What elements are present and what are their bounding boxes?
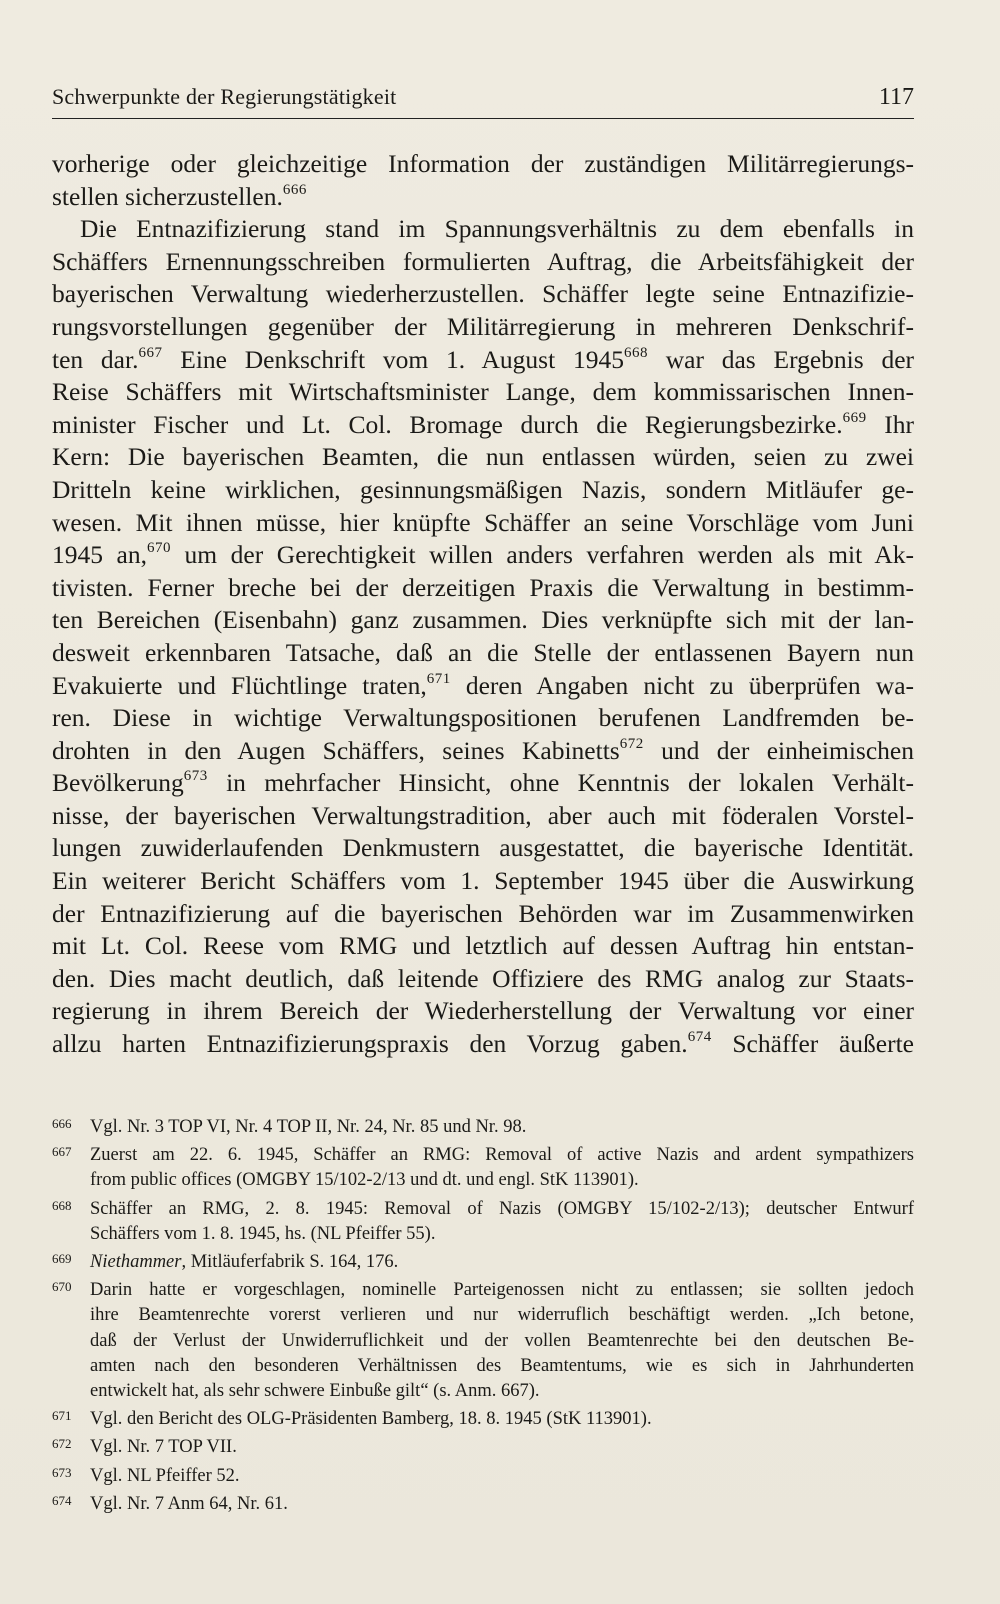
- text-run: desweit erkennbaren Tatsache, daß an die Stelle der entlassenen Bayern nun: [52, 637, 914, 667]
- footnote-line: [90, 1115, 914, 1140]
- footnote: [52, 1492, 914, 1517]
- footnote-number: 669: [52, 1251, 72, 1267]
- footnote-text: [90, 1492, 914, 1517]
- footnote-ref[interactable]: 670: [147, 540, 171, 557]
- text-run: Evakuierte und Flüchtlinge traten,: [52, 670, 427, 700]
- text-run: der Entnazifizierung auf die bayerischen Behörden war im Zusammenwirken: [52, 898, 914, 928]
- text-run: Vgl. Nr. 3 TOP VI, Nr. 4 TOP II, Nr. 24, Nr. 85 und Nr. 98.: [90, 1117, 527, 1137]
- body-line: [52, 865, 914, 898]
- text-run: Kern: Die bayerischen Beamten, die nun entlassen würden, seien zu zwei: [52, 442, 914, 472]
- body-line: [52, 637, 914, 670]
- text-run: Ein weiterer Bericht Schäffers vom 1. September 1945 über die Auswirkung: [52, 866, 914, 896]
- footnote-number: 667: [52, 1144, 72, 1160]
- text-run: 1945 an,: [52, 540, 147, 570]
- text-run: Vgl. Nr. 7 TOP VII.: [90, 1437, 237, 1458]
- body-line: [52, 898, 914, 931]
- text-run: den. Dies macht deutlich, daß leitende Offiziere des RMG analog zur Staats-: [52, 963, 914, 993]
- text-run: Schäffer äußerte: [711, 1029, 914, 1059]
- text-run: Vgl. NL Pfeiffer 52.: [90, 1465, 240, 1486]
- text-run: deren Angaben nicht zu überprüfen wa-: [450, 670, 914, 700]
- text-run: Bevölkerung: [52, 768, 184, 798]
- text-run: vorherige oder gleichzeitige Information der zuständigen Militärregierungs-: [52, 149, 914, 178]
- text-run: Darin hatte er vorgeschlagen, nominelle Parteigenossen nicht zu entlassen; sie sollten jedoch: [90, 1280, 914, 1301]
- footnote-ref[interactable]: 674: [687, 1029, 712, 1046]
- footnote: [52, 1115, 914, 1140]
- body-line: [52, 474, 914, 507]
- footnote-number: 666: [52, 1116, 72, 1131]
- body-line: [52, 441, 914, 474]
- text-run: minister Fischer und Lt. Col. Bromage durch die Regierungsbezirke.: [52, 409, 843, 439]
- footnote-number: 674: [52, 1492, 72, 1508]
- body-line: [52, 376, 914, 409]
- footnote-line: [90, 1329, 914, 1354]
- text-run: Schäffers vom 1. 8. 1945, hs. (NL Pfeiffer 55).: [90, 1223, 436, 1244]
- footnote-line: [90, 1379, 914, 1404]
- footnote-text: [90, 1250, 914, 1275]
- text-run: um der Gerechtigkeit willen anders verfahren werden als mit Ak-: [171, 540, 914, 570]
- body-line: [52, 767, 914, 800]
- footnote-line: [90, 1407, 914, 1432]
- body-line: [52, 181, 914, 214]
- body-line: [52, 735, 914, 768]
- running-title: Schwerpunkte der Regierungstätigkeit: [52, 84, 397, 109]
- body-line: [52, 409, 914, 442]
- body-line: [52, 604, 914, 637]
- text-run: ren. Diese in wichtige Verwaltungspositionen berufenen Landfremden be-: [52, 703, 914, 733]
- footnote-ref[interactable]: 667: [138, 344, 163, 361]
- text-run: mit Lt. Col. Reese vom RMG und letztlich auf dessen Auftrag hin entstan-: [52, 931, 914, 961]
- footnote-text: [90, 1407, 914, 1432]
- body-line: [52, 148, 914, 181]
- body-line: [52, 670, 914, 703]
- body-line: [52, 246, 914, 279]
- body-line: [52, 995, 914, 1028]
- body-line: [52, 344, 914, 377]
- footnote-line: [90, 1143, 914, 1168]
- text-run: und der einheimischen: [643, 735, 914, 765]
- text-run: regierung in ihrem Bereich der Wiederherstellung der Verwaltung vor einer: [52, 996, 914, 1026]
- text-run: daß der Verlust der Unwiderruflichkeit und der vollen Beamtenrechte bei den deutschen Be-: [90, 1330, 914, 1351]
- text-run: allzu harten Entnazifizierungspraxis den Vorzug gaben.: [52, 1029, 688, 1059]
- text-run: , Mitläuferfabrik S. 164, 176.: [181, 1252, 399, 1273]
- body-line: [52, 311, 914, 344]
- text-run: lungen zuwiderlaufenden Denkmustern ausgestattet, die bayerische Identität.: [52, 833, 914, 863]
- footnote-text: [90, 1115, 914, 1140]
- text-run: Eine Denkschrift vom 1. August 1945: [162, 344, 624, 374]
- footnote-number: 671: [52, 1408, 72, 1424]
- text-run: stellen sicherzustellen.: [52, 181, 283, 211]
- text-run: Dritteln keine wirklichen, gesinnungsmäßigen Nazis, sondern Mitläufer ge-: [52, 474, 914, 504]
- text-run: Zuerst am 22. 6. 1945, Schäffer an RMG: Removal of active Nazis and ardent sympathizers: [90, 1145, 914, 1166]
- running-header: [52, 84, 914, 111]
- body-line: [52, 278, 914, 311]
- footnote-ref[interactable]: 668: [623, 344, 648, 361]
- footnote-text: [90, 1464, 914, 1489]
- footnote-line: [90, 1303, 914, 1328]
- text-run: amten nach den besonderen Verhältnissen des Beamtentums, wie es sich in Jahrhunderten: [90, 1355, 914, 1376]
- body-line: [52, 832, 914, 865]
- footnote-line: [90, 1222, 914, 1247]
- text-run: ten dar.: [52, 344, 139, 374]
- footnote-number: 672: [52, 1436, 72, 1452]
- footnote-text: [90, 1435, 914, 1460]
- footnote: [52, 1278, 914, 1404]
- text-run: nisse, der bayerischen Verwaltungstradition, aber auch mit föderalen Vorstel-: [52, 800, 914, 830]
- text-run: in mehrfacher Hinsicht, ohne Kenntnis der lokalen Verhält-: [207, 768, 914, 798]
- footnote-number: 670: [52, 1279, 72, 1295]
- page-number: 117: [878, 84, 914, 110]
- text-run: Die Entnazifizierung stand im Spannungsverhältnis zu dem ebenfalls in: [80, 214, 914, 244]
- header-rule: [52, 118, 914, 119]
- text-run: Niethammer: [90, 1252, 182, 1273]
- text-run: rungsvorstellungen gegenüber der Militärregierung in mehreren Denkschrif-: [52, 311, 914, 341]
- footnote-line: [90, 1354, 914, 1379]
- footnote: [52, 1435, 914, 1460]
- text-run: wesen. Mit ihnen müsse, hier knüpfte Schäffer an seine Vorschläge vom Juni: [52, 507, 914, 537]
- footnote-ref[interactable]: 673: [183, 768, 208, 785]
- body-line: [52, 963, 914, 996]
- footnote: [52, 1407, 914, 1432]
- text-run: Vgl. Nr. 7 Anm 64, Nr. 61.: [90, 1493, 288, 1514]
- footnote-number: 673: [52, 1464, 72, 1480]
- footnote-line: [90, 1278, 914, 1303]
- text-run: Ihr: [866, 409, 914, 439]
- footnote-line: [90, 1250, 914, 1275]
- body-line: [52, 507, 914, 540]
- footnote-line: [90, 1197, 914, 1222]
- footnote-line: [90, 1464, 914, 1489]
- body-line: [52, 213, 914, 246]
- body-line: [52, 572, 914, 605]
- body-line: [52, 930, 914, 963]
- text-run: bayerischen Verwaltung wiederherzustellen. Schäffer legte seine Entnazifizie-: [52, 279, 914, 309]
- body-line: [52, 539, 914, 572]
- footnote-line: [90, 1435, 914, 1460]
- body-text: [52, 148, 914, 1061]
- footnote-ref[interactable]: 672: [619, 735, 644, 752]
- footnote: [52, 1197, 914, 1247]
- footnote: [52, 1250, 914, 1275]
- footnote-text: [90, 1197, 914, 1247]
- text-run: Schäffer an RMG, 2. 8. 1945: Removal of Nazis (OMGBY 15/102-2/13); deutscher Entwurf: [90, 1198, 914, 1219]
- footnote-ref[interactable]: 671: [426, 670, 451, 687]
- footnote: [52, 1143, 914, 1193]
- footnote-line: [90, 1168, 914, 1193]
- text-run: tivisten. Ferner breche bei der derzeitigen Praxis die Verwaltung in bestimm-: [52, 572, 914, 602]
- text-run: Reise Schäffers mit Wirtschaftsminister Lange, dem kommissarischen Innen-: [52, 377, 914, 407]
- body-line: [52, 702, 914, 735]
- text-run: entwickelt hat, als sehr schwere Einbuße gilt“ (s. Anm. 667).: [90, 1381, 540, 1402]
- text-run: war das Ergebnis der: [647, 344, 915, 374]
- text-run: from public offices (OMGBY 15/102-2/13 und dt. und engl. StK 113901).: [90, 1170, 639, 1191]
- text-run: drohten in den Augen Schäffers, seines Kabinetts: [52, 735, 620, 765]
- footnote-ref[interactable]: 666: [282, 181, 307, 198]
- footnote-number: 668: [52, 1197, 72, 1213]
- body-line: [52, 1028, 914, 1061]
- text-run: Vgl. den Bericht des OLG-Präsidenten Bamberg, 18. 8. 1945 (StK 113901).: [90, 1409, 652, 1430]
- footnote-text: [90, 1278, 914, 1404]
- text-run: ihre Beamtenrechte vorerst verlieren und nur widerruflich beschäftigt werden. „Ich betone,: [90, 1305, 914, 1326]
- footnotes: [52, 1115, 914, 1520]
- footnote: [52, 1464, 914, 1489]
- footnote-line: [90, 1492, 914, 1517]
- text-run: Schäffers Ernennungsschreiben formulierten Auftrag, die Arbeitsfähigkeit der: [52, 246, 914, 276]
- footnote-text: [90, 1143, 914, 1193]
- text-run: ten Bereichen (Eisenbahn) ganz zusammen. Dies verknüpfte sich mit der lan-: [52, 605, 914, 635]
- footnote-ref[interactable]: 669: [842, 409, 867, 426]
- body-line: [52, 800, 914, 833]
